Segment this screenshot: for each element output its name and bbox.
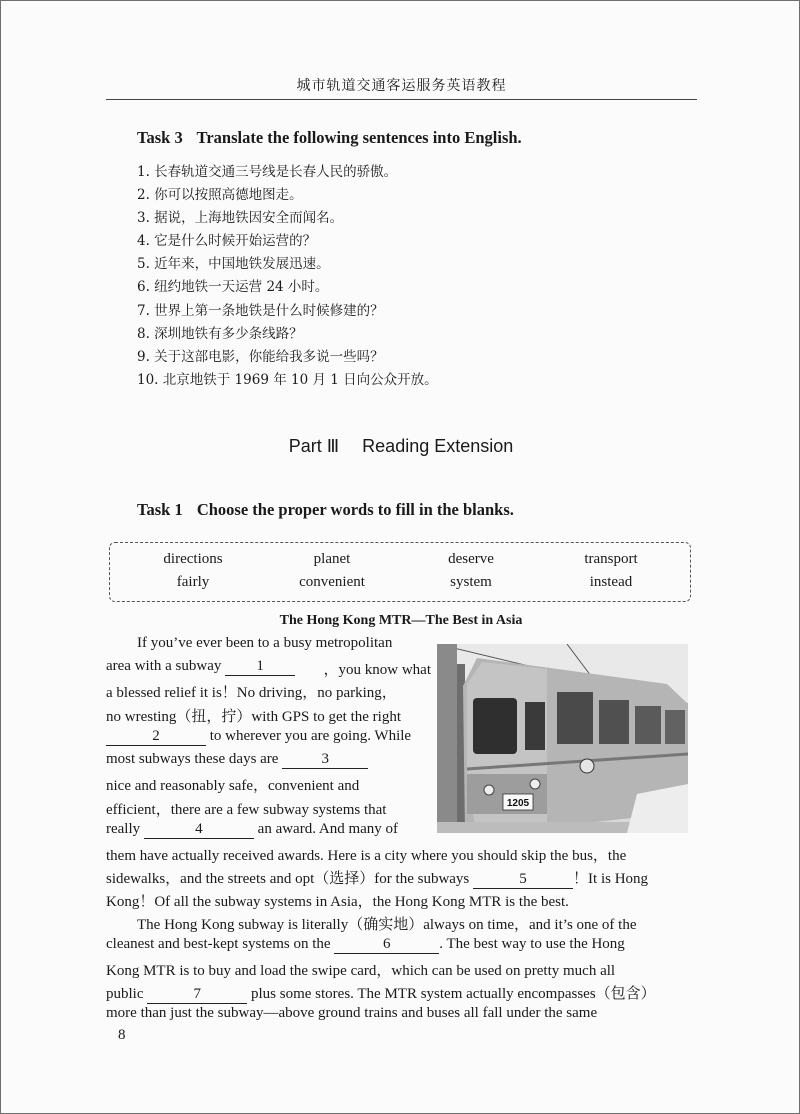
article-text: really	[106, 821, 144, 837]
article-text: sidewalks，and the streets and opt（选择）for the subways	[106, 871, 474, 887]
word-bank-item: transport	[584, 551, 638, 567]
article-text: nice and reasonably safe，convenient and	[106, 778, 360, 794]
task3-heading	[137, 128, 522, 148]
article-text: The Hong Kong subway is literally（确实地）always on time，and it’s one of the	[137, 917, 637, 933]
blank-1[interactable]: 1	[225, 659, 295, 676]
blank-3[interactable]: 3	[282, 752, 368, 769]
article-title: The Hong Kong MTR—The Best in Asia	[279, 613, 523, 628]
page-number: 8	[118, 1027, 126, 1043]
article-text: area with a subway 1	[106, 658, 295, 679]
word-bank-item: instead	[589, 574, 633, 590]
article-line	[106, 890, 569, 911]
article-text: most subways these days are	[106, 751, 283, 767]
header-rule	[106, 99, 697, 100]
part-heading	[1, 436, 800, 457]
blank-6[interactable]: 6	[334, 937, 439, 954]
blank-7[interactable]: 7	[147, 987, 247, 1004]
article-line	[106, 821, 398, 839]
article-text: ，you know what	[323, 662, 431, 678]
article-text: an award. And many of	[253, 821, 399, 837]
article-text: If you’ve ever been to a busy metropolitan	[137, 635, 393, 651]
article-line	[137, 635, 392, 652]
task3-instruction: Translate the following sentences into English.	[196, 128, 522, 147]
article-line	[106, 959, 615, 980]
sentence-item: 3. 据说，上海地铁因安全而闻名。	[137, 210, 344, 227]
article-text: cleanest and best-kept systems on the	[106, 936, 335, 952]
sentence-item: 10. 北京地铁于 1969 年 10 月 1 日向公众开放。	[137, 371, 438, 388]
task1-heading	[137, 500, 514, 520]
sentence-item: 4. 它是什么时候开始运营的？	[137, 233, 317, 250]
train-illustration	[437, 644, 688, 833]
part-numeral: Part Ⅲ	[288, 436, 340, 456]
article-line	[106, 658, 431, 679]
word-bank-item: directions	[163, 551, 223, 567]
word-bank-item: convenient	[299, 574, 365, 590]
sentence-item: 9. 关于这部电影，你能给我多说一些吗？	[137, 348, 384, 365]
article-line	[106, 798, 386, 819]
translation-sentence-list	[137, 161, 438, 392]
article-line	[106, 751, 368, 769]
part-title: Reading Extension	[362, 436, 514, 456]
article-text: plus some stores. The MTR system actually encompasses（包含）	[247, 986, 656, 1002]
task1-instruction: Choose the proper words to fill in the blanks.	[196, 500, 514, 519]
sentence-item: 7. 世界上第一条地铁是什么时候修建的？	[137, 302, 384, 319]
sentence-item: 2. 你可以按照高德地图走。	[137, 187, 303, 204]
sentence-item: 1. 长春轨道交通三号线是长春人民的骄傲。	[137, 164, 398, 180]
blank-2[interactable]: 2	[106, 729, 206, 746]
article-text: more than just the subway—above ground trains and buses all fall under the same	[106, 1005, 598, 1021]
article-line	[106, 1005, 597, 1022]
blank-5[interactable]: 5	[473, 872, 573, 889]
article-line	[106, 681, 397, 702]
train-photo	[437, 644, 688, 833]
article-text: efficient，there are a few subway systems that	[106, 802, 387, 818]
article-line	[137, 913, 637, 934]
article-line	[106, 982, 656, 1004]
sentence-item: 6. 纽约地铁一天运营 24 小时。	[137, 279, 329, 296]
article-line	[106, 936, 625, 954]
article-text: Kong MTR is to buy and load the swipe card，which can be used on pretty much all	[106, 963, 616, 979]
word-bank-item: planet	[313, 551, 351, 567]
article-text: no wresting（扭，拧）with GPS to get the right	[106, 709, 401, 725]
sentence-item: 8. 深圳地铁有多少条线路？	[137, 325, 303, 342]
article-line	[106, 844, 626, 865]
article-line	[106, 867, 648, 889]
word-bank-item: system	[450, 574, 492, 590]
sentence-item: 5. 近年来，中国地铁发展迅速。	[137, 256, 330, 273]
article-text: . The best way to use the Hong	[439, 936, 625, 952]
task3-label: Task 3	[137, 128, 183, 147]
article-line	[106, 728, 411, 746]
article-line	[106, 774, 359, 795]
word-bank-box	[109, 542, 691, 602]
article-line	[106, 705, 401, 726]
blank-4[interactable]: 4	[144, 822, 254, 839]
running-header: 城市轨道交通客运服务英语教程	[296, 78, 507, 94]
article-text: public	[106, 986, 148, 1002]
article-text: to wherever you are going. While	[206, 728, 412, 744]
train-number-label: 1205	[506, 798, 530, 809]
article-text: a blessed relief it is！No driving，no parking，	[106, 685, 397, 701]
article-text: Kong！Of all the subway systems in Asia，the Hong Kong MTR is the best.	[106, 894, 569, 910]
word-bank-item: fairly	[176, 574, 210, 590]
article-text: them have actually received awards. Here is a city where you should skip the bus，the	[106, 848, 627, 864]
article-text: ！It is Hong	[573, 871, 649, 887]
task1-label: Task 1	[137, 500, 183, 519]
word-bank-item: deserve	[448, 551, 494, 567]
